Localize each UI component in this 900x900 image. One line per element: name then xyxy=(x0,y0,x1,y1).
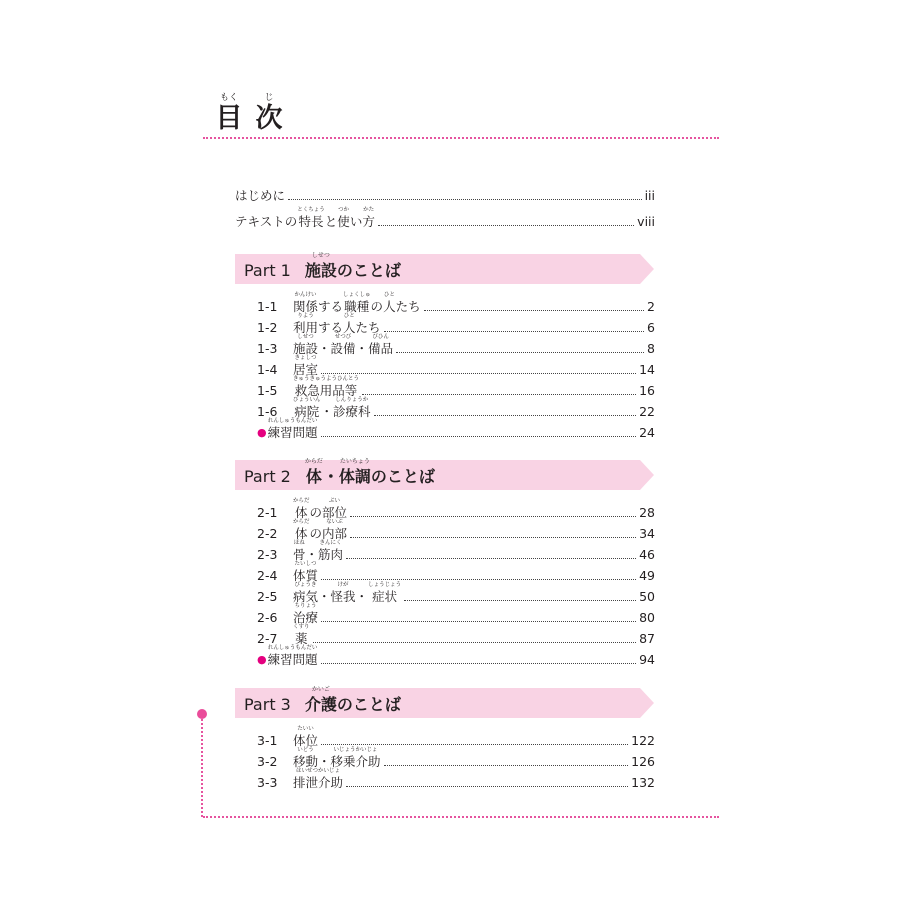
label-text: たち xyxy=(395,299,421,314)
furigana: とくちょう xyxy=(297,207,325,213)
kanji-text: 練習問題 xyxy=(267,425,318,440)
section-number: 2-7 xyxy=(257,631,278,646)
furigana: れんしゅうもんだい xyxy=(267,418,318,424)
furigana: しょうじょう xyxy=(368,582,402,588)
toc-entry[interactable] xyxy=(257,413,655,441)
kanji-text: 施設 xyxy=(293,341,319,356)
furigana: からだ xyxy=(293,519,310,525)
ruby-word xyxy=(268,645,318,668)
label-text: ・ xyxy=(355,589,369,604)
kanji-text: 特長 xyxy=(298,214,324,229)
page-number: 22 xyxy=(639,404,655,419)
title-kanji: 次 xyxy=(255,103,283,134)
toc-entry[interactable] xyxy=(235,202,655,230)
title-ruby: じ xyxy=(264,93,274,103)
ruby-word xyxy=(305,686,337,716)
title-ruby: もく xyxy=(219,93,238,103)
furigana: けが xyxy=(337,582,349,588)
section-number: 1-4 xyxy=(257,362,278,377)
page-number: 6 xyxy=(647,320,655,335)
bottom-dotted-rule xyxy=(203,816,719,818)
section-number: 1-6 xyxy=(257,404,278,419)
kanji-text: 治療 xyxy=(293,610,319,625)
kanji-text: 病院 xyxy=(294,404,320,419)
dot-leader xyxy=(321,436,636,437)
page-number: 2 xyxy=(647,299,655,314)
kanji-text: 診療科 xyxy=(333,404,371,419)
label-text: のことば xyxy=(336,695,401,714)
furigana: しょくしゅ xyxy=(343,292,371,298)
kanji-text: 介護 xyxy=(304,695,337,714)
ruby-word xyxy=(305,252,337,282)
ruby-word xyxy=(293,768,343,791)
furigana: ちりょう xyxy=(294,603,317,609)
label-text: のことば xyxy=(336,261,401,280)
entry-label xyxy=(257,418,318,441)
kanji-text: 人 xyxy=(383,299,396,314)
part-label: Part 3 xyxy=(244,695,291,714)
title-kanji: 目 xyxy=(215,103,243,134)
furigana: びょうき xyxy=(294,582,317,588)
furigana: いじょうかいじょ xyxy=(333,747,378,753)
label-text: ・ xyxy=(318,589,331,604)
label-text: ・ xyxy=(318,754,331,769)
section-number: 1-2 xyxy=(257,320,278,335)
label-text: ・ xyxy=(322,467,339,486)
furigana: びひん xyxy=(372,334,389,340)
label-text: ・ xyxy=(355,341,369,356)
label-text: の xyxy=(309,526,323,541)
furigana: たいちょう xyxy=(339,458,370,465)
page-number: 132 xyxy=(631,775,655,790)
label-text: い xyxy=(349,214,363,229)
kanji-text: 体 xyxy=(295,505,308,520)
kanji-text: 居室 xyxy=(293,362,319,377)
kanji-text: 職種 xyxy=(344,299,370,314)
dot-leader xyxy=(346,786,628,787)
toc-entry[interactable] xyxy=(257,763,655,791)
section-number: 2-3 xyxy=(257,547,278,562)
kanji-text: 備品 xyxy=(368,341,394,356)
kanji-text: 方 xyxy=(362,214,375,229)
kanji-text: 体位 xyxy=(293,733,319,748)
kanji-text: 体質 xyxy=(293,568,319,583)
kanji-text: 部位 xyxy=(322,505,348,520)
page-number: 16 xyxy=(639,383,655,398)
dot-leader xyxy=(321,663,636,664)
kanji-text: 薬 xyxy=(295,631,308,646)
furigana: ぶい xyxy=(329,498,341,504)
pink-bullet-icon: ● xyxy=(257,653,267,666)
page-number: viii xyxy=(637,214,655,229)
furigana: つか xyxy=(338,207,350,213)
label-text: する xyxy=(318,320,344,335)
section-number: 3-1 xyxy=(257,733,278,748)
section-number: 3-3 xyxy=(257,775,278,790)
kanji-text: 怪我 xyxy=(330,589,356,604)
ruby-word xyxy=(339,458,371,488)
furigana: きんにく xyxy=(319,540,342,546)
kanji-text: 病気 xyxy=(293,589,319,604)
kanji-text: 利用 xyxy=(293,320,319,335)
part-heading[interactable] xyxy=(244,682,401,716)
pink-bullet-icon: ● xyxy=(257,426,267,439)
toc-entry[interactable] xyxy=(257,640,655,668)
title-char xyxy=(214,93,244,134)
furigana: せつび xyxy=(334,334,352,340)
label-text: の xyxy=(309,505,323,520)
label-text: はじめに xyxy=(235,188,286,203)
kanji-text: 移乗介助 xyxy=(330,754,381,769)
furigana: たいしつ xyxy=(294,561,317,567)
section-number: 2-2 xyxy=(257,526,278,541)
kanji-text: 体 xyxy=(295,526,308,541)
label-text: のことば xyxy=(370,467,435,486)
page-number: 28 xyxy=(639,505,655,520)
title-dotted-rule xyxy=(203,137,719,139)
page-number: 80 xyxy=(639,610,655,625)
kanji-text: 関係 xyxy=(293,299,319,314)
page-number: 126 xyxy=(631,754,655,769)
label-text: する xyxy=(318,299,344,314)
furigana: しせつ xyxy=(311,252,330,259)
page-number: 87 xyxy=(639,631,655,646)
entry-label xyxy=(257,645,318,668)
furigana: しんりょうか xyxy=(335,397,369,403)
label-text: と xyxy=(324,214,338,229)
ruby-word xyxy=(305,458,323,488)
section-number: 2-6 xyxy=(257,610,278,625)
furigana: れんしゅうもんだい xyxy=(267,645,318,651)
section-number: 1-5 xyxy=(257,383,278,398)
furigana: いどう xyxy=(297,747,314,753)
label-text: たち xyxy=(355,320,381,335)
kanji-text: 設備 xyxy=(330,341,356,356)
kanji-text: 使 xyxy=(337,214,350,229)
page-number: 94 xyxy=(639,652,655,667)
furigana: はいせつかいじょ xyxy=(296,768,341,774)
kanji-text: 内部 xyxy=(322,526,348,541)
section-number: 1-3 xyxy=(257,341,278,356)
furigana: ないぶ xyxy=(326,519,343,525)
entry-label xyxy=(293,768,343,791)
kanji-text: 体調 xyxy=(338,467,371,486)
kanji-text: 骨 xyxy=(293,547,306,562)
page-number: 24 xyxy=(639,425,655,440)
dot-leader xyxy=(378,225,634,226)
furigana: ほね xyxy=(293,540,305,546)
furigana: たいい xyxy=(297,726,314,732)
furigana: ひと xyxy=(343,313,355,319)
ruby-word xyxy=(268,418,318,441)
side-dotted-rule xyxy=(201,719,203,817)
label-text: の xyxy=(370,299,384,314)
ruby-word xyxy=(297,207,325,230)
ruby-word xyxy=(362,207,375,230)
furigana: ひと xyxy=(383,292,395,298)
ruby-word xyxy=(337,207,350,230)
furigana: かた xyxy=(363,207,375,213)
label-text: ・ xyxy=(305,547,319,562)
dot-leader xyxy=(288,199,642,200)
furigana: かんけい xyxy=(294,292,317,298)
page-number: 34 xyxy=(639,526,655,541)
furigana: しせつ xyxy=(297,334,314,340)
entry-label xyxy=(235,207,375,230)
section-number: 2-1 xyxy=(257,505,278,520)
label-text: テキストの xyxy=(235,214,298,229)
page-number: 49 xyxy=(639,568,655,583)
page-number: 46 xyxy=(639,547,655,562)
kanji-text: 救急用品等 xyxy=(294,383,358,398)
page-number: 14 xyxy=(639,362,655,377)
kanji-text: 人 xyxy=(343,320,356,335)
furigana: びょういん xyxy=(293,397,321,403)
furigana: きゅうきゅうようひんとう xyxy=(293,376,360,382)
kanji-text: 筋肉 xyxy=(318,547,344,562)
toc-entry[interactable] xyxy=(235,176,655,204)
furigana: からだ xyxy=(293,498,310,504)
section-number: 3-2 xyxy=(257,754,278,769)
label-text: ・ xyxy=(320,404,334,419)
furigana: りよう xyxy=(297,313,314,319)
furigana: かいご xyxy=(311,686,330,693)
kanji-text: 排泄介助 xyxy=(293,775,344,790)
page-number: 8 xyxy=(647,341,655,356)
section-number: 1-1 xyxy=(257,299,278,314)
corner-dot xyxy=(197,709,207,719)
part-label: Part 2 xyxy=(244,467,291,486)
page-number: 122 xyxy=(631,733,655,748)
kanji-text: 施設 xyxy=(304,261,337,280)
part-heading[interactable] xyxy=(244,454,435,488)
title-char xyxy=(254,93,284,134)
furigana: きょしつ xyxy=(294,355,317,361)
furigana: からだ xyxy=(304,458,323,465)
part-heading[interactable] xyxy=(244,248,401,282)
section-number: 2-5 xyxy=(257,589,278,604)
kanji-text: 移動 xyxy=(293,754,319,769)
kanji-text: 練習問題 xyxy=(267,652,318,667)
kanji-text: 体 xyxy=(305,467,322,486)
section-number: 2-4 xyxy=(257,568,278,583)
page-number: iii xyxy=(644,188,655,203)
label-text: ・ xyxy=(318,341,331,356)
part-label: Part 1 xyxy=(244,261,291,280)
page-number: 50 xyxy=(639,589,655,604)
kanji-text: 症状 xyxy=(372,589,398,604)
furigana: くすり xyxy=(293,624,310,630)
